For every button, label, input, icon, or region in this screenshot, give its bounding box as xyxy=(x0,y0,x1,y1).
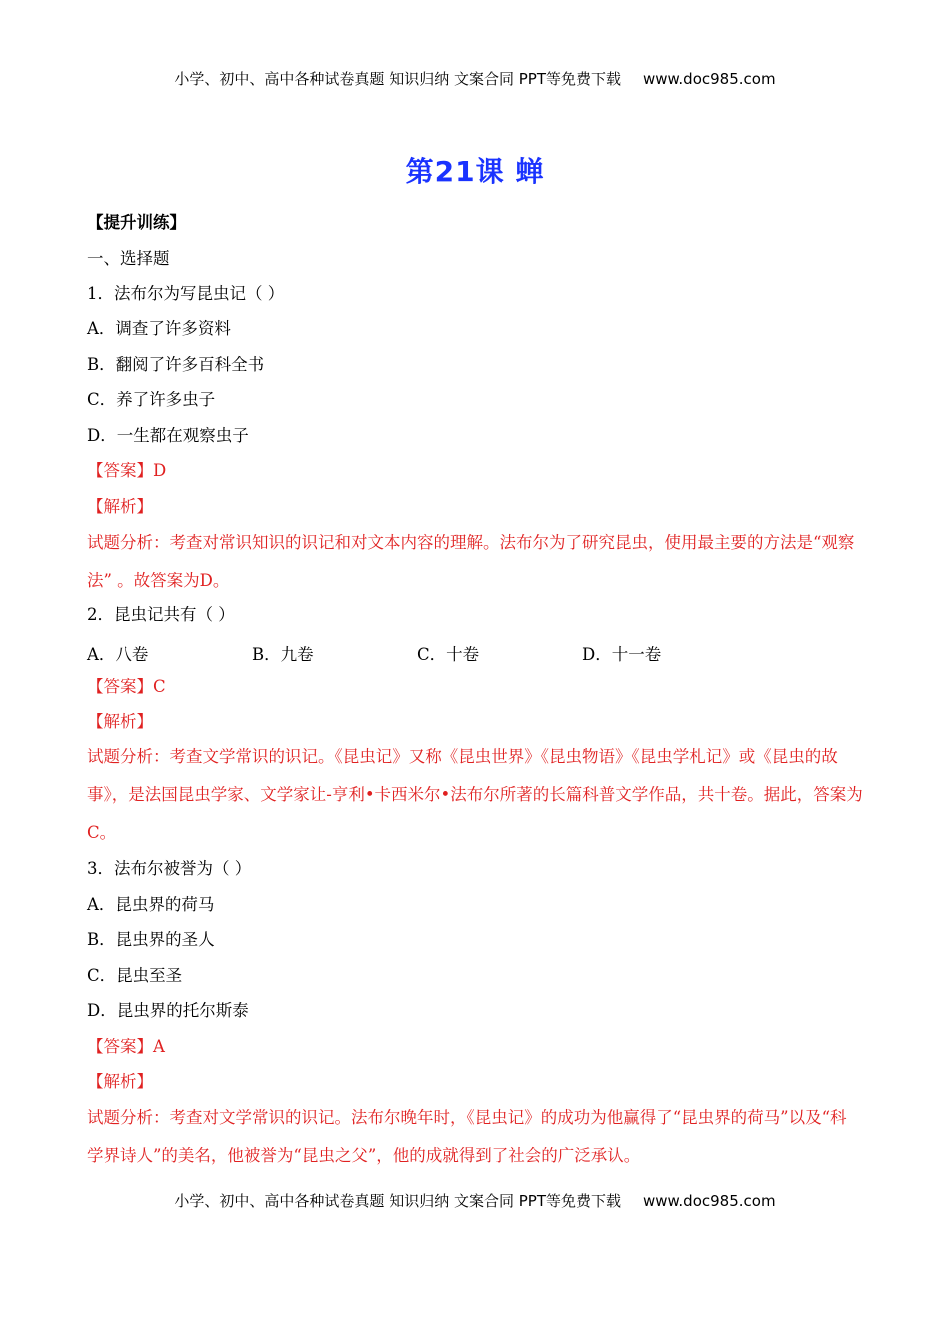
question-3-analysis-label: 【解析】 xyxy=(87,1072,153,1091)
question-3-option-a: A．昆虫界的荷马 xyxy=(87,895,215,914)
question-2-option-d: D．十一卷 xyxy=(582,645,662,664)
question-2-analysis-label: 【解析】 xyxy=(87,712,153,731)
question-1-option-d: D．一生都在观察虫子 xyxy=(87,426,249,445)
question-2-option-a: A．八卷 xyxy=(87,645,149,664)
question-3-stem: 3．法布尔被誉为（ ） xyxy=(87,859,252,878)
section-heading: 【提升训练】 xyxy=(87,213,186,232)
question-2-stem: 2．昆虫记共有（ ） xyxy=(87,605,235,624)
question-3-option-b: B．昆虫界的圣人 xyxy=(87,930,215,949)
footer-text: 小学、初中、高中各种试卷真题 知识归纳 文案合同 PPT等免费下载 xyxy=(174,1192,621,1210)
question-2-analysis: 试题分析：考查文学常识的识记。《昆虫记》又称《昆虫世界》《昆虫物语》《昆虫学札记》或《昆虫的故事》，是法国昆虫学家、文学家让-亨利•卡西米尔•法布尔所著的长篇科普文学作品，共十卷。据此，答案为C。 xyxy=(87,747,863,842)
question-3-option-d: D．昆虫界的托尔斯泰 xyxy=(87,1001,249,1020)
question-1-option-c: C．养了许多虫子 xyxy=(87,390,216,409)
page-header xyxy=(0,68,950,89)
page-footer xyxy=(0,1190,950,1211)
lesson-title: 第21课 蝉 xyxy=(405,155,545,188)
question-1-option-b: B．翻阅了许多百科全书 xyxy=(87,355,265,374)
header-text: 小学、初中、高中各种试卷真题 知识归纳 文案合同 PPT等免费下载 xyxy=(174,70,621,88)
question-2-option-c: C．十卷 xyxy=(417,645,480,664)
question-1-analysis: 试题分析：考查对常识知识的识记和对文本内容的理解。法布尔为了研究昆虫，使用最主要的方法是“观察法” 。故答案为D。 xyxy=(87,533,855,590)
footer-site-link[interactable]: www.doc985.com xyxy=(642,1192,776,1210)
question-1-answer: 【答案】D xyxy=(87,461,167,480)
question-1-analysis-label: 【解析】 xyxy=(87,497,153,516)
question-2-option-b: B．九卷 xyxy=(252,645,314,664)
question-3-analysis: 试题分析：考查对文学常识的识记。法布尔晚年时，《昆虫记》的成功为他赢得了“昆虫界的荷马”以及“科学界诗人”的美名，他被誉为“昆虫之父”，他的成就得到了社会的广泛承认。 xyxy=(87,1108,847,1165)
question-1-stem: 1．法布尔为写昆虫记（ ） xyxy=(87,284,285,303)
question-1-option-a: A．调查了许多资料 xyxy=(87,319,231,338)
question-3-option-c: C．昆虫至圣 xyxy=(87,966,183,985)
header-site-link[interactable]: www.doc985.com xyxy=(642,70,776,88)
question-3-answer: 【答案】A xyxy=(87,1037,165,1056)
part-heading: 一、选择题 xyxy=(87,249,170,268)
question-2-answer: 【答案】C xyxy=(87,677,166,696)
